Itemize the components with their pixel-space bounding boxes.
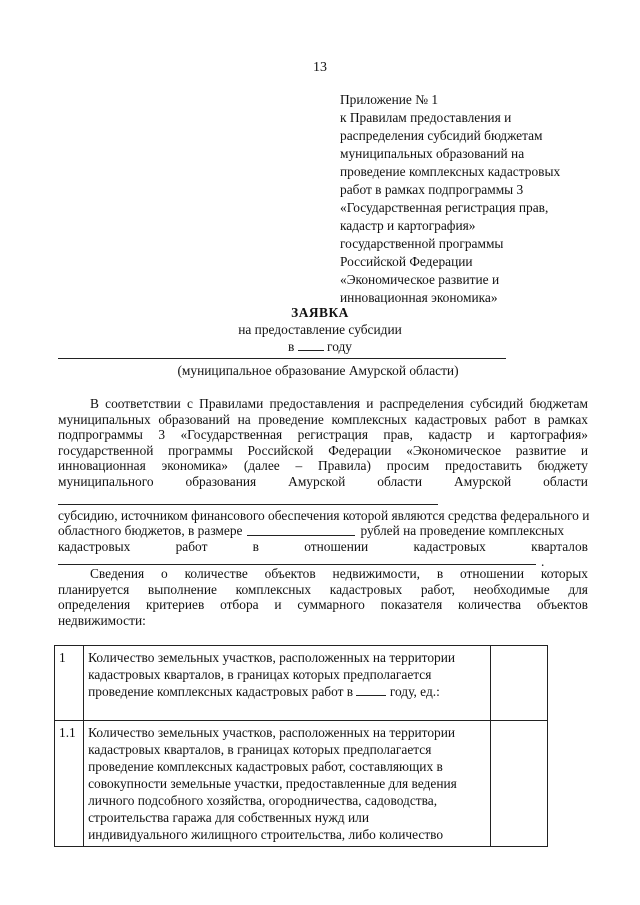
year-blank[interactable]	[356, 683, 386, 696]
appendix-line: «Государственная регистрация прав,	[340, 200, 549, 215]
appendix-line: работ в рамках подпрограммы 3	[340, 182, 524, 197]
text-line: муниципальных образований на проведение комплексных кадастровых работ в рамках	[58, 411, 588, 427]
text-line: субсидию, источником финансового обеспечения которой являются средства федерального и	[58, 507, 590, 523]
appendix-line: инновационная экономика»	[340, 290, 498, 305]
page-number: 13	[313, 60, 327, 75]
appendix-line: государственной программы	[340, 236, 504, 251]
row-description: Количество земельных участков, расположенных на территории кадастровых кварталов, в границах которых предполагается проведение комплексных кадастровых работ в году, ед.:	[84, 646, 491, 721]
appendix-line: Приложение № 1	[340, 92, 439, 107]
year-blank[interactable]	[298, 338, 324, 351]
row-number: 1	[55, 646, 84, 721]
application-subtitle: на предоставление субсидии	[238, 322, 402, 337]
table-row	[55, 721, 548, 847]
row-value-cell[interactable]	[490, 721, 547, 847]
text-line: подпрограммы 3 «Государственная регистрация прав, кадастр и картография»	[58, 427, 588, 443]
text-line: муниципального образования Амурской области Амурской области	[58, 473, 588, 489]
table-row	[55, 646, 548, 721]
appendix-header	[340, 91, 590, 307]
quarters-blank[interactable]	[58, 554, 536, 565]
appendix-line: «Экономическое развитие и	[340, 272, 500, 287]
text-line: областного бюджетов, в размере рублей на проведение комплексных	[58, 523, 565, 539]
appendix-line: кадастр и картография»	[340, 218, 476, 233]
paragraph-request	[58, 396, 588, 570]
appendix-line: распределения субсидий бюджетам	[340, 128, 543, 143]
year-suffix: году	[327, 339, 353, 354]
row-value-cell[interactable]	[490, 646, 547, 721]
appendix-line: муниципальных образований на	[340, 146, 525, 161]
year-prefix: в	[287, 339, 295, 354]
appendix-line: проведение комплексных кадастровых	[340, 164, 561, 179]
text-line: В соответствии с Правилами предоставления и распределения субсидий бюджетам	[90, 396, 588, 411]
text-line: инновационная экономика» (далее – Правила) просим предоставить бюджету	[58, 458, 588, 474]
text-line: планируется выполнение комплексных кадастровых работ, необходимые для	[58, 581, 588, 597]
appendix-line: Российской Федерации	[340, 254, 473, 269]
appendix-line: к Правилам предоставления и	[340, 110, 512, 125]
criteria-table	[54, 645, 548, 847]
application-title: ЗАЯВКА	[291, 305, 349, 320]
application-year	[0, 338, 640, 355]
text-line	[58, 490, 588, 508]
text-line: .	[58, 554, 588, 570]
text-line: недвижимости:	[58, 612, 146, 628]
row-number: 1.1	[55, 721, 84, 847]
municipality-caption: (муниципальное образование Амурской области)	[177, 363, 459, 378]
text-line: Сведения о количестве объектов недвижимости, в отношении которых	[90, 566, 588, 581]
municipality-name-blank[interactable]	[58, 490, 438, 505]
row-description: Количество земельных участков, расположенных на территории кадастровых кварталов, в границах которых предполагается проведение комплексных кадастровых работ, составляющих в совокупности земельные участки, предоставленные для ведения личного подсобного хозяйства, огородничества, садоводства, строительства гаража для собственных нужд или индивидуального жилищного строительства, либо количество	[84, 721, 491, 847]
text-line: определения критериев отбора и суммарного показателя количества объектов	[58, 597, 588, 613]
municipality-blank-line[interactable]	[58, 358, 506, 359]
application-title-block	[0, 304, 640, 355]
text-line: кадастровых работ в отношении кадастровых кварталов	[58, 538, 588, 554]
paragraph-info	[58, 566, 588, 628]
amount-blank[interactable]	[247, 523, 355, 536]
text-line: государственной программы Российской Федерации «Экономическое развитие и	[58, 442, 588, 458]
